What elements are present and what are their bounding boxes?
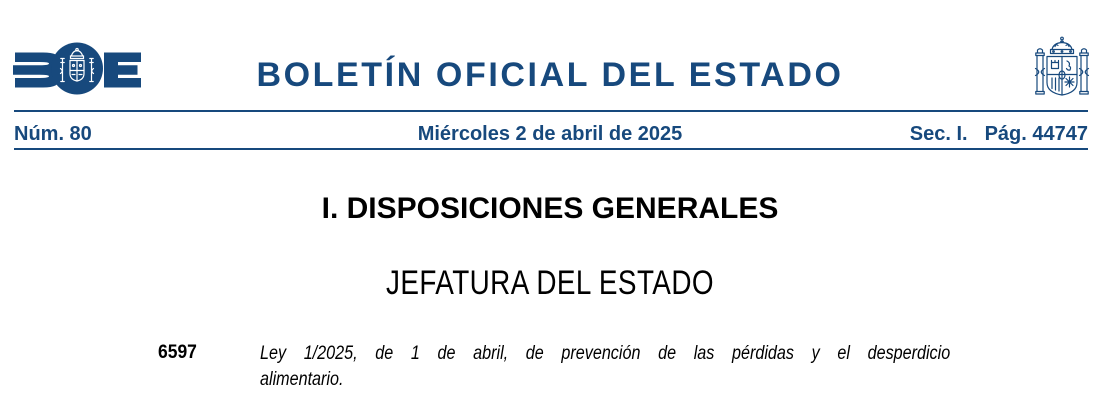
gazette-title: BOLETÍN OFICIAL DEL ESTADO bbox=[256, 56, 844, 94]
page-number: Pág. 44747 bbox=[984, 123, 1088, 145]
department-heading-wrap bbox=[0, 266, 1100, 300]
spanish-coat-of-arms-icon bbox=[1033, 35, 1091, 106]
section-heading: I. DISPOSICIONES GENERALES bbox=[321, 192, 779, 225]
department-heading: JEFATURA DEL ESTADO bbox=[386, 264, 714, 302]
bottom-divider-rule bbox=[14, 148, 1088, 150]
item-number: 6597 bbox=[158, 342, 197, 363]
section-page-group bbox=[910, 123, 1088, 145]
issue-date: Miércoles 2 de abril de 2025 bbox=[417, 123, 683, 145]
item-title-line-1: Ley 1/2025, de 1 de abril, de prevención de las pérdidas y el desperdicio bbox=[260, 343, 951, 364]
top-divider-rule bbox=[14, 110, 1088, 112]
issue-number: Núm. 80 bbox=[14, 123, 92, 145]
item-title-line-2: alimentario. bbox=[260, 369, 344, 390]
item-title bbox=[260, 341, 950, 393]
section-label: Sec. I. bbox=[909, 123, 968, 145]
